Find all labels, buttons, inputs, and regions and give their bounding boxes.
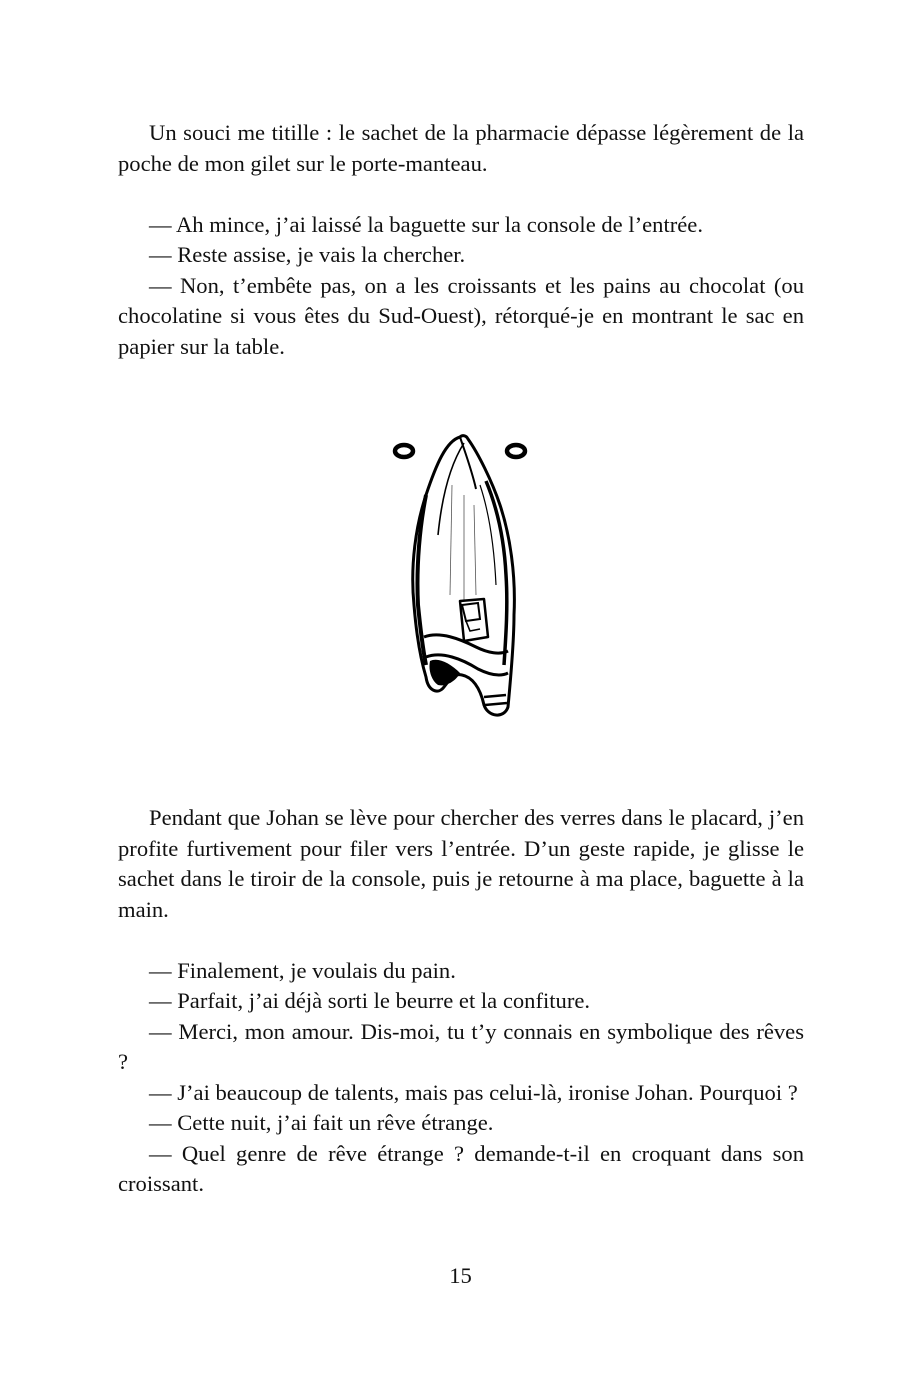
dialogue-line: — Finalement, je voulais du pain.: [149, 957, 456, 983]
dialogue-line: — Ah mince, j’ai laissé la baguette sur la console de l’entrée.: [149, 211, 703, 237]
page-number: 15: [449, 1263, 472, 1288]
cardigan-on-coat-hooks-icon: [380, 425, 540, 725]
dialogue-line: — Quel genre de rêve étrange ? demande-t-il en croquant dans son croissant.: [118, 1140, 804, 1196]
bottom-text-block: [118, 803, 804, 1200]
dialogue-line: — Non, t’embête pas, on a les croissants et les pains au chocolat (ou chocolatine si vous êtes du Sud-Ouest), rétorqué-je en montrant le sac en papier sur la table.: [118, 272, 804, 359]
dialogue-line: — Cette nuit, j’ai fait un rêve étrange.: [149, 1110, 494, 1135]
dialogue-line: — Parfait, j’ai déjà sorti le beurre et la confiture.: [149, 988, 591, 1013]
paragraph-gap: [118, 179, 804, 210]
top-text-block: [118, 118, 804, 362]
paragraph-narration: Un souci me titille : le sachet de la pharmacie dépasse légèrement de la poche de mon gilet sur le porte-manteau.: [118, 120, 804, 176]
dialogue-line: — J’ai beaucoup de talents, mais pas celui-là, ironise Johan. Pourquoi ?: [149, 1079, 798, 1105]
dialogue-line: — Reste assise, je vais la chercher.: [149, 242, 466, 267]
paragraph-gap: [118, 925, 804, 956]
dialogue-line: — Merci, mon amour. Dis-moi, tu t’y connais en symbolique des rêves ?: [118, 1018, 804, 1074]
paragraph-narration: Pendant que Johan se lève pour chercher des verres dans le placard, j’en profite furtivement pour filer vers l’entrée. D’un geste rapide, je glisse le sachet dans le tiroir de la console, puis je retourne à ma place, baguette à la main.: [118, 805, 804, 922]
